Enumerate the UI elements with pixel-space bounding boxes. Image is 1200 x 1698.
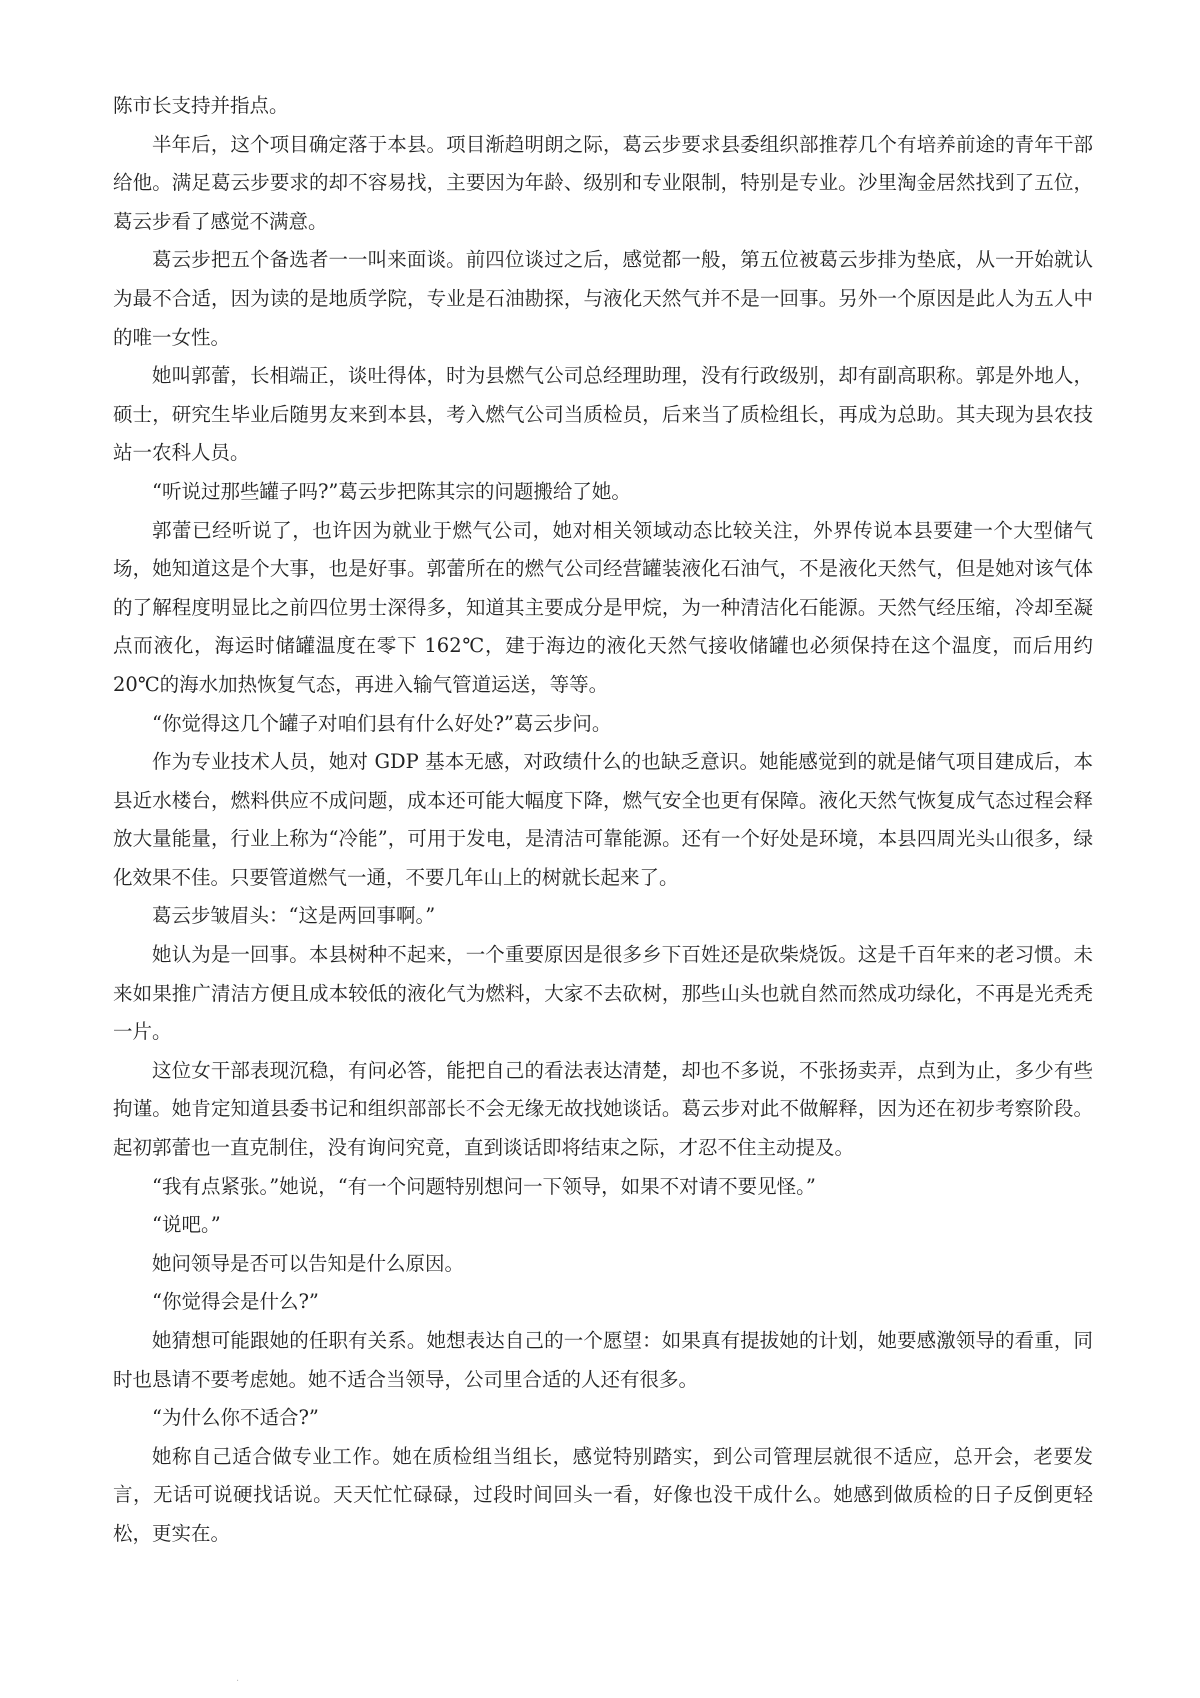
paragraph-10: 她认为是一回事。本县树种不起来，一个重要原因是很多乡下百姓还是砍柴烧饭。这是千百年来的老习惯。未来如果推广清洁方便且成本较低的液化气为燃料，大家不去砍树，那些山头也就自然而然成功绿化，不再是光秃秃一片。 — [113, 943, 1093, 1044]
paragraph-16: 她猜想可能跟她的任职有关系。她想表达自己的一个愿望：如果真有提拔她的计划，她要感激领导的看重，同时也恳请不要考虑她。她不适合当领导，公司里合适的人还有很多。 — [113, 1329, 1093, 1391]
paragraph-17: “为什么你不适合?” — [152, 1406, 319, 1430]
paragraph-6: 郭蕾已经听说了，也许因为就业于燃气公司，她对相关领域动态比较关注，外界传说本县要建一个大型储气场，她知道这是个大事，也是好事。郭蕾所在的燃气公司经营罐装液化石油气，不是液化天然气，但是她对该气体的了解程度明显比之前四位男士深得多，知道其主要成分是甲烷，为一种清洁化石能源。天然气经压缩，冷却至凝点而液化，海运时储罐温度在零下 162℃，建于海边的液化天然气接收储罐也必须保持在这个温度，而后用约 20℃的海水加热恢复气态，再进入输气管道运送，等等。 — [113, 518, 1093, 696]
paragraph-4: 她叫郭蕾，长相端正，谈吐得体，时为县燃气公司总经理助理，没有行政级别，却有副高职称。郭是外地人，硕士，研究生毕业后随男友来到本县，考入燃气公司当质检员，后来当了质检组长，再成为总助。其夫现为县农技站一农科人员。 — [113, 364, 1093, 465]
paragraph-15: “你觉得会是什么?” — [152, 1290, 319, 1314]
paragraph-7: “你觉得这几个罐子对咱们县有什么好处?”葛云步问。 — [152, 711, 612, 735]
footer-mark: . — [236, 1673, 240, 1684]
paragraph-8: 作为专业技术人员，她对 GDP 基本无感，对政绩什么的也缺乏意识。她能感觉到的就是储气项目建成后，本县近水楼台，燃料供应不成问题，成本还可能大幅度下降，燃气安全也更有保障。液化天然气恢复成气态过程会释放大量能量，行业上称为“冷能”，可用于发电，是清洁可靠能源。还有一个好处是环境，本县四周光头山很多，绿化效果不佳。只要管道燃气一通，不要几年山上的树就长起来了。 — [113, 750, 1093, 889]
paragraph-1: 陈市长支持并指点。 — [113, 94, 289, 117]
paragraph-3: 葛云步把五个备选者一一叫来面谈。前四位谈过之后，感觉都一般，第五位被葛云步排为垫底，从一开始就认为最不合适，因为读的是地质学院，专业是石油勘探，与液化天然气并不是一回事。另外一个原因是此人为五人中的唯一女性。 — [113, 248, 1093, 349]
paragraph-9: 葛云步皱眉头：“这是两回事啊。” — [152, 904, 436, 928]
paragraph-5: “听说过那些罐子吗?”葛云步把陈其宗的问题搬给了她。 — [152, 479, 631, 503]
paragraph-14: 她问领导是否可以告知是什么原因。 — [152, 1251, 465, 1275]
paragraph-12: “我有点紧张。”她说，“有一个问题特别想问一下领导，如果不对请不要见怪。” — [152, 1174, 816, 1198]
body-text — [113, 87, 1093, 1554]
paragraph-18: 她称自己适合做专业工作。她在质检组当组长，感觉特别踏实，到公司管理层就很不适应，总开会，老要发言，无话可说硬找话说。天天忙忙碌碌，过段时间回头一看，好像也没干成什么。她感到做质检的日子反倒更轻松，更实在。 — [113, 1444, 1093, 1545]
paragraph-13: “说吧。” — [152, 1213, 221, 1237]
paragraph-2: 半年后，这个项目确定落于本县。项目渐趋明朗之际，葛云步要求县委组织部推荐几个有培养前途的青年干部给他。满足葛云步要求的却不容易找，主要因为年龄、级别和专业限制，特别是专业。沙里淘金居然找到了五位，葛云步看了感觉不满意。 — [113, 132, 1093, 233]
paragraph-11: 这位女干部表现沉稳，有问必答，能把自己的看法表达清楚，却也不多说，不张扬卖弄，点到为止，多少有些拘谨。她肯定知道县委书记和组织部部长不会无缘无故找她谈话。葛云步对此不做解释，因为还在初步考察阶段。起初郭蕾也一直克制住，没有询问究竟，直到谈话即将结束之际，才忍不住主动提及。 — [113, 1058, 1093, 1160]
